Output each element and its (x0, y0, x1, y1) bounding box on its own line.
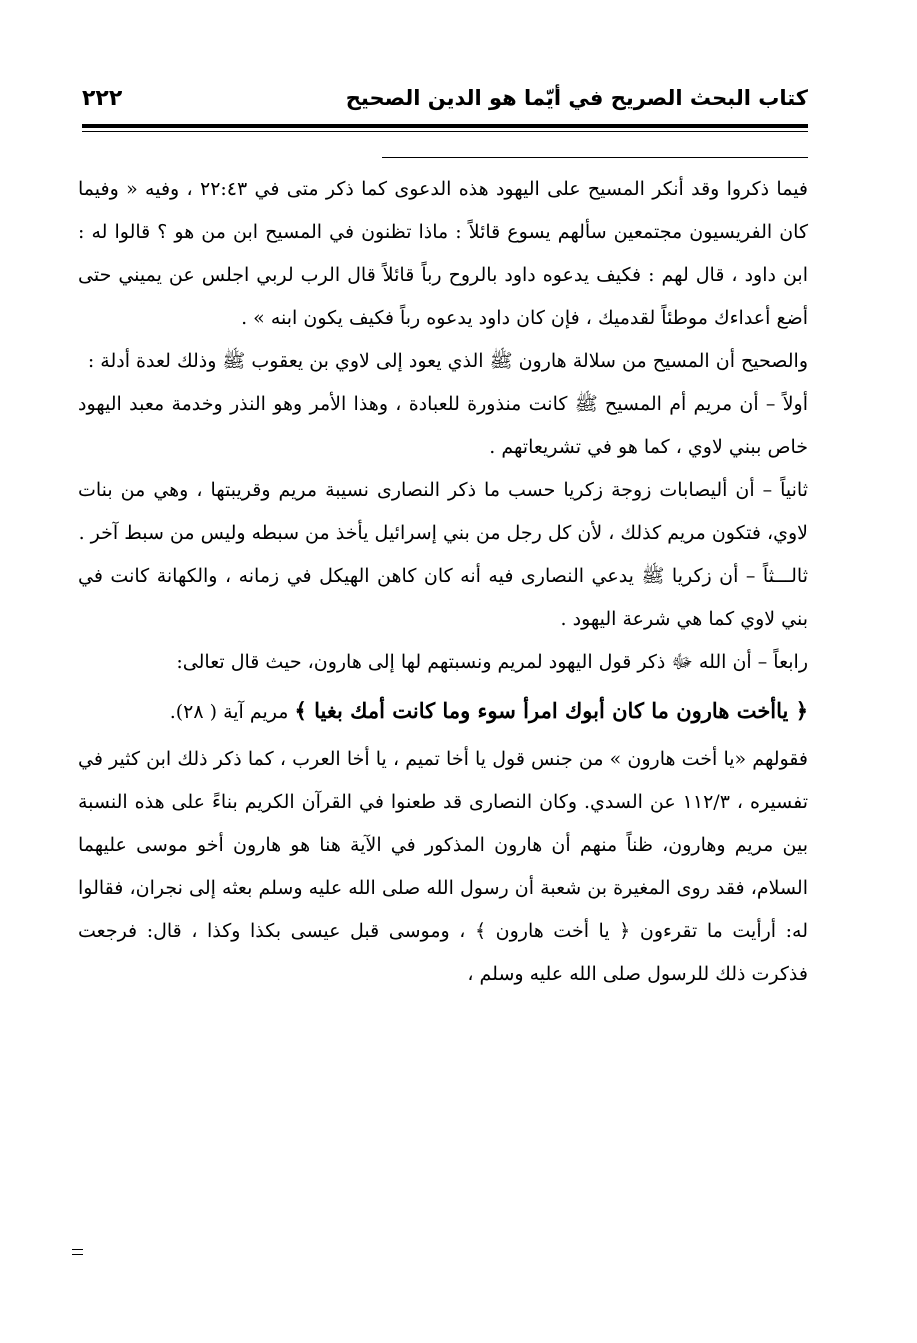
paragraph: رابعاً – أن الله ﷻ ذكر قول اليهود لمريم ونسبتهم لها إلى هارون، حيث قال تعالى: (176, 651, 808, 673)
page-header (82, 78, 808, 118)
page-body (78, 168, 808, 996)
paragraph: ثالـــثاً – أن زكريا ﷺ يدعي النصارى فيه أنه كان كاهن الهيكل في زمانه ، والكهانة كانت في بني لاوي كما هي شرعة اليهود . (78, 565, 808, 630)
continuation-rule (382, 157, 808, 158)
paragraph: فيما ذكروا وقد أنكر المسيح على اليهود هذه الدعوى كما ذكر متى في ٢٢:٤٣ ، وفيه « وفيما كان الفريسيون مجتمعين سألهم يسوع قائلاً : ماذا تظنون في المسيح ابن من هو ؟ قالوا له : ابن داود ، قال لهم : فكيف يدعوه داود بالروح رباً قائلاً قال الرب لربي اجلس عن يميني حتى أضع أعداءك موطئاً لقدميك ، فإن كان داود يدعوه رباً فكيف يكون ابنه » . (78, 178, 809, 329)
page-end-mark (72, 1249, 83, 1255)
paragraph: ثانياً – أن أليصابات زوجة زكريا حسب ما ذكر النصارى نسيبة مريم وقريبتها ، وهي من بنات لاوي، فتكون مريم كذلك ، لأن كل رجل من بني إسرائيل يأخذ من سبطه وليس من سبط آخر . (78, 479, 808, 544)
book-title: كتاب البحث الصريح في أيّما هو الدين الصحيح (345, 86, 808, 110)
header-rule-thick (82, 124, 808, 128)
header-rule-thin (82, 131, 808, 132)
paragraph: أولاً – أن مريم أم المسيح ﷺ كانت منذورة للعبادة ، وهذا الأمر وهو النذر وخدمة معبد اليهود خاص ببني لاوي ، كما هو في تشريعاتهم . (78, 393, 808, 458)
paragraph: فقولهم «يا أخت هارون » من جنس قول يا أخا تميم ، يا أخا العرب ، كما ذكر ذلك ابن كثير في تفسيره ، ١١٢/٣ عن السدي. وكان النصارى قد طعنوا في القرآن الكريم بناءً على هذه النسبة بين مريم وهارون، ظناً منهم أن هارون المذكور في الآية هنا هو هارون أخو موسى عليهما السلام، فقد روى المغيرة بن شعبة أن رسول الله صلى الله عليه وسلم بعثه إلى نجران، فقالوا له: أرأيت ما تقرءون ﴿ يا أخت هارون ﴾ ، وموسى قبل عيسى بكذا وكذا ، قال: فرجعت فذكرت ذلك للرسول صلى الله عليه وسلم ، (78, 748, 808, 985)
page-number: ٢٢٢ (82, 86, 123, 111)
paragraph: والصحيح أن المسيح من سلالة هارون ﷺ الذي يعود إلى لاوي بن يعقوب ﷺ وذلك لعدة أدلة : (87, 350, 808, 372)
quran-verse: ﴿ ياأخت هارون ما كان أبوك امرأ سوء وما كانت أمك بغيا ﴾ (294, 698, 808, 723)
verse-reference: مريم آية ( ٢٨). (169, 701, 289, 723)
quran-verse-line (78, 684, 808, 738)
